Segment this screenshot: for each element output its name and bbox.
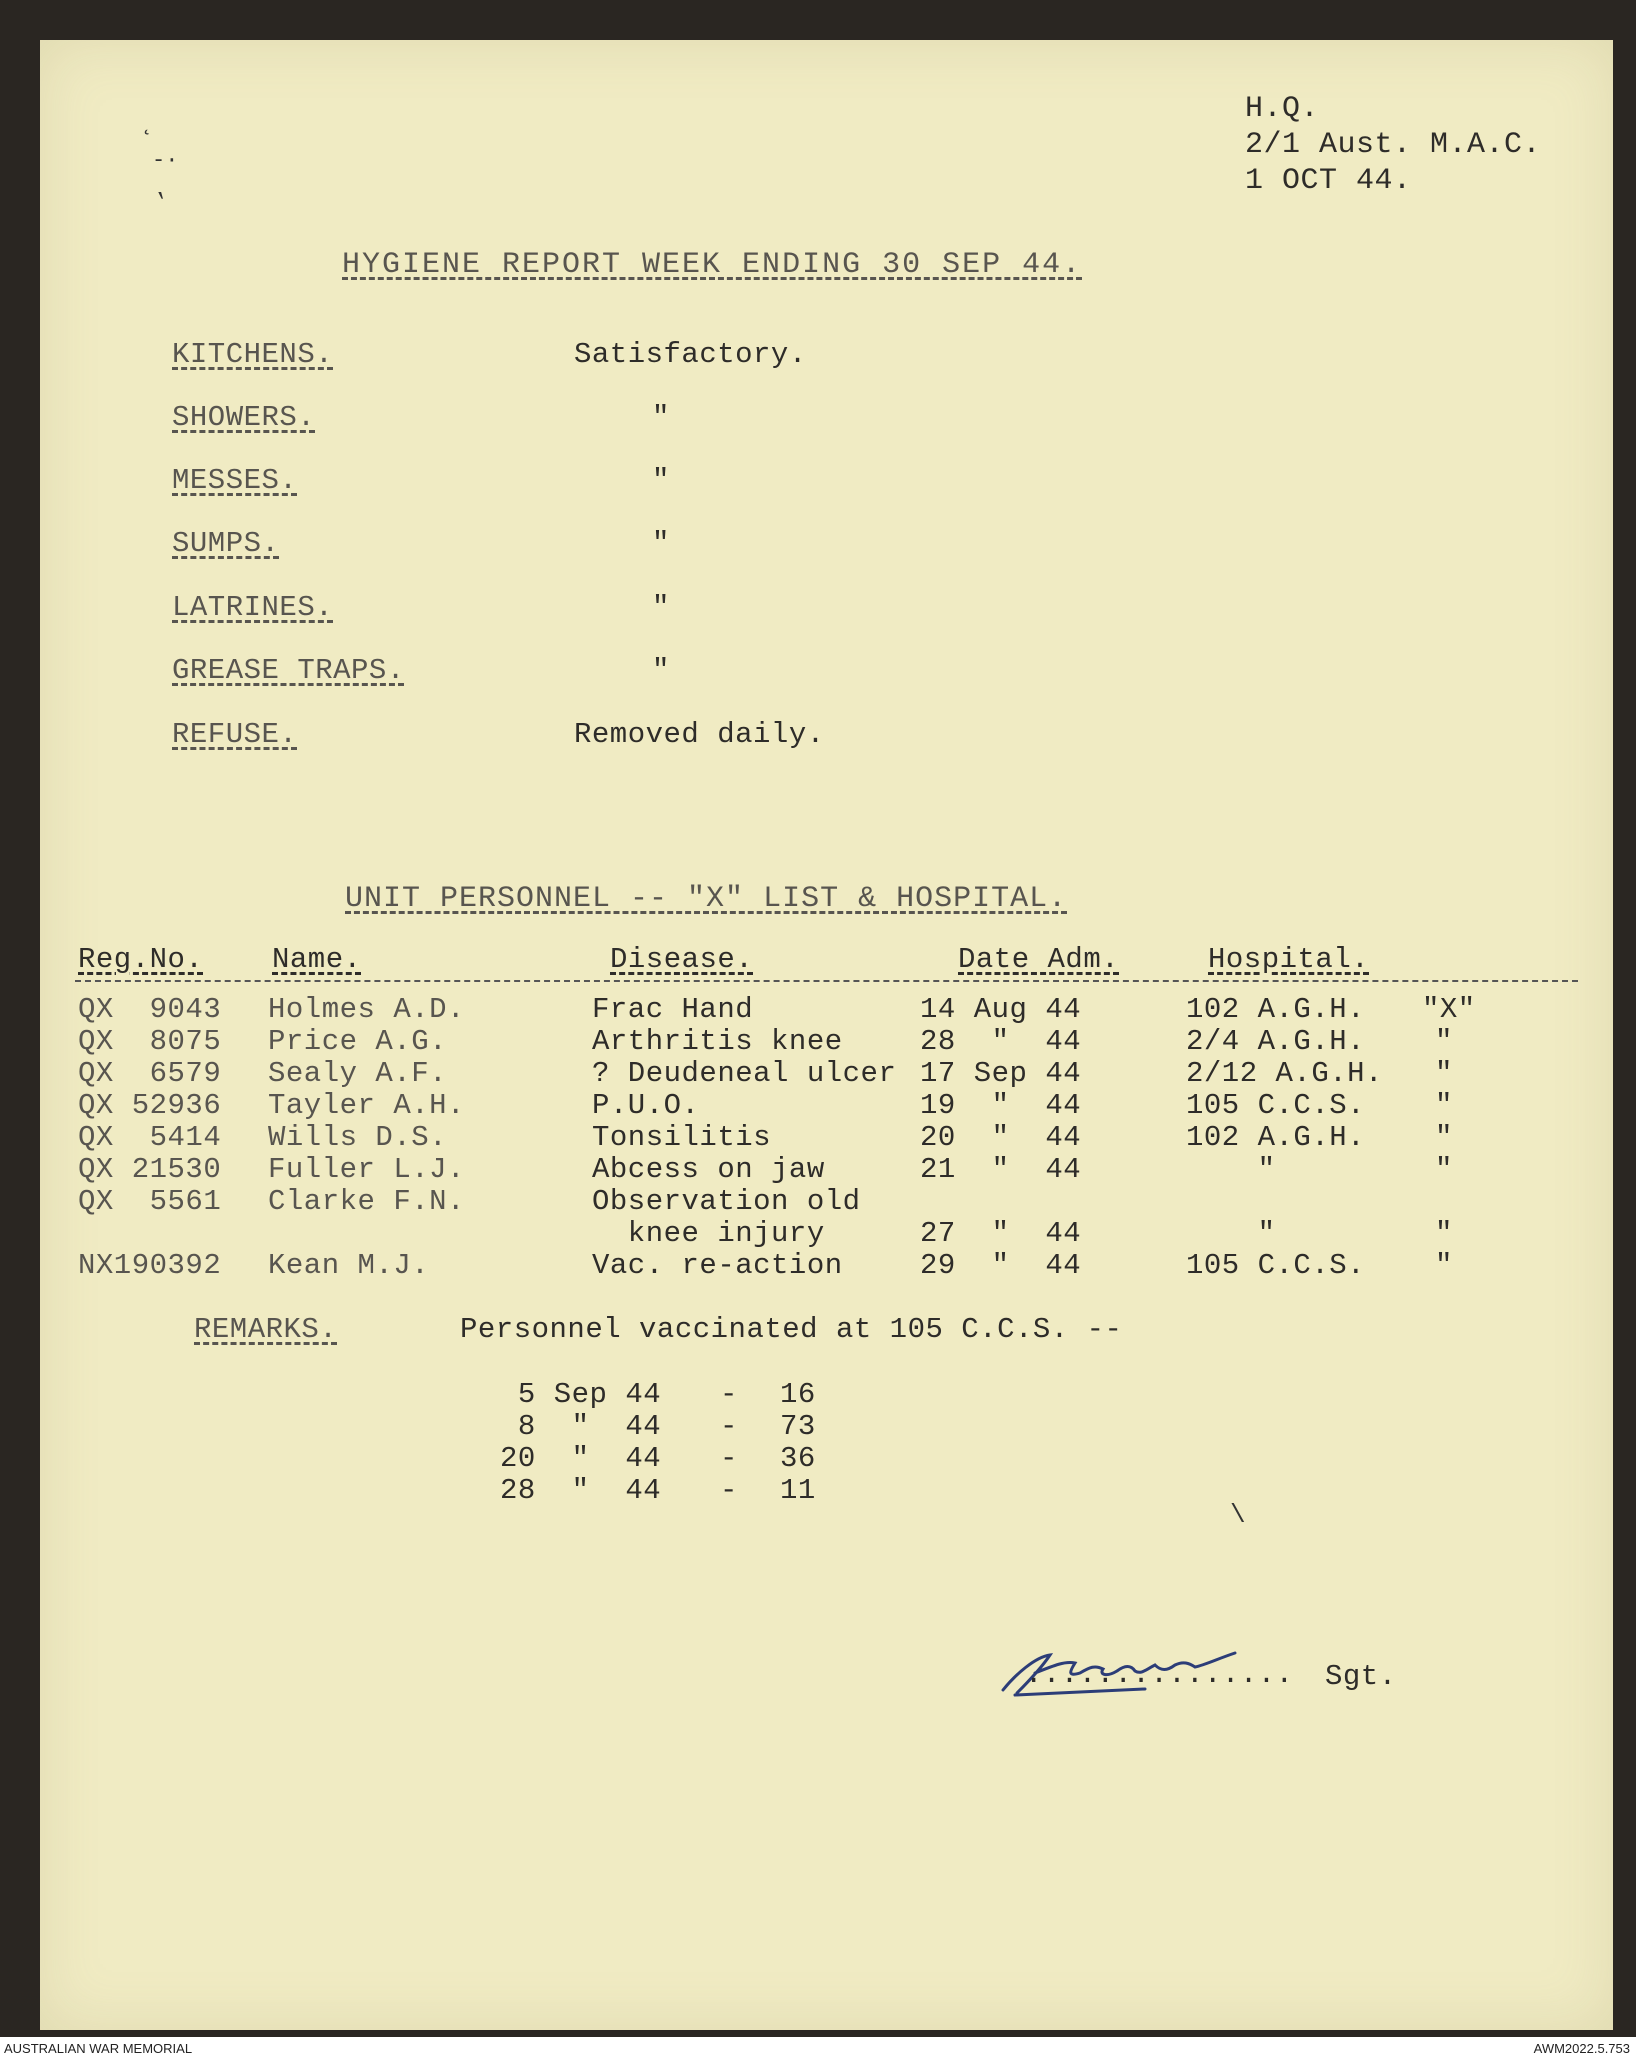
signature-rank: Sgt. bbox=[1325, 1660, 1397, 1693]
cell-disease: Frac Hand bbox=[592, 993, 754, 1026]
vacc-dash: - bbox=[720, 1474, 738, 1507]
cell-date: 27 " 44 bbox=[920, 1217, 1082, 1250]
vacc-count: 11 bbox=[780, 1474, 816, 1507]
cell-reg: QX 21530 bbox=[78, 1153, 222, 1186]
margin-mark: ˛ bbox=[140, 112, 154, 137]
remarks-label: REMARKS. bbox=[194, 1313, 338, 1346]
vacc-date: 5 Sep 44 bbox=[500, 1378, 662, 1411]
cell-hospital: 102 A.G.H. bbox=[1186, 993, 1366, 1026]
vacc-date: 8 " 44 bbox=[500, 1410, 662, 1443]
hygiene-value-sumps: " bbox=[652, 527, 670, 560]
header-hq: H.Q. bbox=[1245, 92, 1320, 126]
col-header-reg: Reg.No. bbox=[78, 943, 204, 976]
hygiene-label-sumps: SUMPS. bbox=[172, 527, 280, 560]
cell-disease: ? Deudeneal ulcer bbox=[592, 1057, 897, 1090]
vacc-dash: - bbox=[720, 1378, 738, 1411]
cell-name: Price A.G. bbox=[268, 1025, 448, 1058]
cell-date: 19 " 44 bbox=[920, 1089, 1082, 1122]
cell-mark: " bbox=[1435, 1121, 1453, 1154]
cell-date: 14 Aug 44 bbox=[920, 993, 1082, 1026]
cell-disease: Arthritis knee bbox=[592, 1025, 843, 1058]
vacc-dash: - bbox=[720, 1442, 738, 1475]
col-header-date: Date Adm. bbox=[958, 943, 1120, 976]
header-unit: 2/1 Aust. M.A.C. bbox=[1245, 128, 1542, 162]
vacc-count: 16 bbox=[780, 1378, 816, 1411]
cell-mark: " bbox=[1435, 1217, 1453, 1250]
hygiene-label-grease-traps: GREASE TRAPS. bbox=[172, 654, 405, 687]
cell-name: Kean M.J. bbox=[268, 1249, 430, 1282]
remarks-text: Personnel vaccinated at 105 C.C.S. -- bbox=[460, 1313, 1123, 1346]
hygiene-label-showers: SHOWERS. bbox=[172, 401, 316, 434]
cell-name: Fuller L.J. bbox=[268, 1153, 465, 1186]
cell-hospital: " bbox=[1186, 1217, 1276, 1250]
cell-name: Clarke F.N. bbox=[268, 1185, 465, 1218]
cell-mark: " bbox=[1435, 1057, 1453, 1090]
report-title: HYGIENE REPORT WEEK ENDING 30 SEP 44. bbox=[342, 248, 1083, 282]
paper-mark: \ bbox=[1230, 1500, 1246, 1530]
cell-name: Holmes A.D. bbox=[268, 993, 465, 1026]
hygiene-value-refuse: Removed daily. bbox=[574, 718, 825, 751]
cell-date: 28 " 44 bbox=[920, 1025, 1082, 1058]
hygiene-value-kitchens: Satisfactory. bbox=[574, 338, 807, 371]
cell-hospital: 105 C.C.S. bbox=[1186, 1249, 1366, 1282]
signature-dots: ............... bbox=[1025, 1658, 1294, 1691]
cell-mark: " bbox=[1435, 1153, 1453, 1186]
cell-name: Wills D.S. bbox=[268, 1121, 448, 1154]
margin-mark: -· bbox=[152, 148, 179, 173]
cell-disease: P.U.O. bbox=[592, 1089, 700, 1122]
cell-disease: Observation old bbox=[592, 1185, 861, 1218]
cell-reg: QX 8075 bbox=[78, 1025, 222, 1058]
document-page bbox=[40, 40, 1613, 2030]
cell-date: 29 " 44 bbox=[920, 1249, 1082, 1282]
cell-reg: QX 52936 bbox=[78, 1089, 222, 1122]
hygiene-label-messes: MESSES. bbox=[172, 464, 298, 497]
header-rule bbox=[75, 980, 1578, 982]
footer-accession: AWM2022.5.753 bbox=[1533, 2041, 1630, 2056]
cell-hospital: 2/12 A.G.H. bbox=[1186, 1057, 1383, 1090]
cell-hospital: " bbox=[1186, 1153, 1276, 1186]
hygiene-label-kitchens: KITCHENS. bbox=[172, 338, 334, 371]
cell-reg: NX190392 bbox=[78, 1249, 222, 1282]
hygiene-value-grease-traps: " bbox=[652, 654, 670, 687]
vacc-count: 36 bbox=[780, 1442, 816, 1475]
cell-hospital: 2/4 A.G.H. bbox=[1186, 1025, 1366, 1058]
cell-disease: Tonsilitis bbox=[592, 1121, 772, 1154]
hygiene-label-refuse: REFUSE. bbox=[172, 718, 298, 751]
hygiene-value-latrines: " bbox=[652, 591, 670, 624]
cell-disease: Vac. re-action bbox=[592, 1249, 843, 1282]
vacc-date: 20 " 44 bbox=[500, 1442, 662, 1475]
cell-name: Tayler A.H. bbox=[268, 1089, 465, 1122]
hygiene-label-latrines: LATRINES. bbox=[172, 591, 334, 624]
cell-mark: " bbox=[1435, 1089, 1453, 1122]
cell-reg: QX 5561 bbox=[78, 1185, 222, 1218]
hygiene-value-showers: " bbox=[652, 401, 670, 434]
margin-mark: ‛ bbox=[154, 190, 168, 215]
cell-mark: " bbox=[1435, 1025, 1453, 1058]
footer-institution: AUSTRALIAN WAR MEMORIAL bbox=[4, 2041, 193, 2056]
hygiene-value-messes: " bbox=[652, 464, 670, 497]
col-header-disease: Disease. bbox=[610, 943, 754, 976]
cell-date: 21 " 44 bbox=[920, 1153, 1082, 1186]
section-title: UNIT PERSONNEL -- "X" LIST & HOSPITAL. bbox=[345, 882, 1068, 916]
cell-disease: Abcess on jaw bbox=[592, 1153, 825, 1186]
cell-date: 20 " 44 bbox=[920, 1121, 1082, 1154]
cell-reg: QX 9043 bbox=[78, 993, 222, 1026]
cell-hospital: 102 A.G.H. bbox=[1186, 1121, 1366, 1154]
cell-disease: knee injury bbox=[592, 1217, 825, 1250]
cell-reg: QX 5414 bbox=[78, 1121, 222, 1154]
vacc-count: 73 bbox=[780, 1410, 816, 1443]
cell-mark: "X" bbox=[1422, 993, 1476, 1026]
cell-date: 17 Sep 44 bbox=[920, 1057, 1082, 1090]
col-header-name: Name. bbox=[272, 943, 362, 976]
header-date: 1 OCT 44. bbox=[1245, 164, 1412, 198]
cell-mark: " bbox=[1435, 1249, 1453, 1282]
cell-hospital: 105 C.C.S. bbox=[1186, 1089, 1366, 1122]
cell-name: Sealy A.F. bbox=[268, 1057, 448, 1090]
vacc-dash: - bbox=[720, 1410, 738, 1443]
cell-reg: QX 6579 bbox=[78, 1057, 222, 1090]
vacc-date: 28 " 44 bbox=[500, 1474, 662, 1507]
col-header-hospital: Hospital. bbox=[1208, 943, 1370, 976]
